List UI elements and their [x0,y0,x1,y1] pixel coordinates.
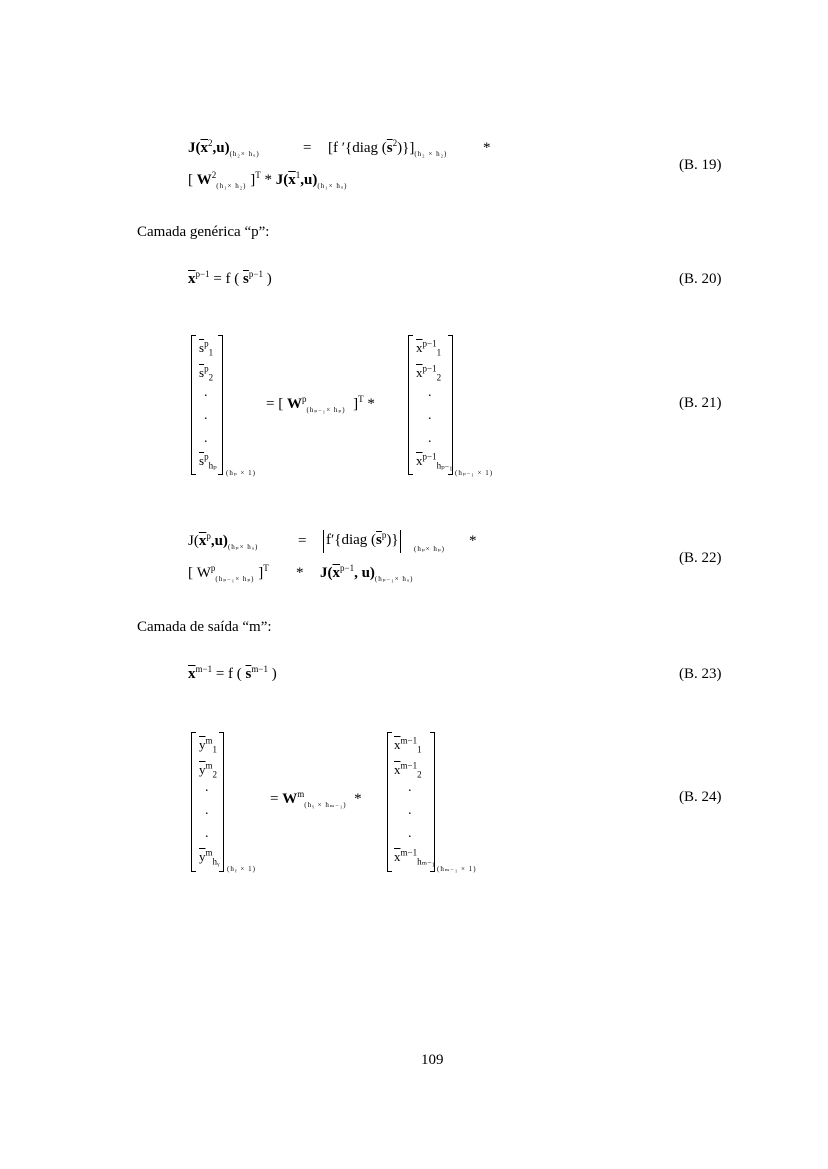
eq19-line2 [188,172,347,189]
eq21-transpose: T [358,394,364,404]
eq19-equals: = [303,140,312,156]
eq24-rhs-dim: (hₘ₋₁ × 1) [437,865,477,873]
eq24-rhs-item-last [394,849,435,865]
eq19-lhs-fn: J( [188,140,201,156]
eq22-w-sub: (hₚ₋₁× hₚ) [215,575,255,583]
eq19-open: [ [188,172,193,188]
eq19-w: W [196,172,212,188]
eq21-rhs-item-2 [416,365,441,381]
eq19-rhs [328,140,447,157]
eq19-x: $\overline{x}$ [288,172,296,188]
eq22-s-sup: p [381,530,387,540]
eq22-u2: , u) [354,565,375,581]
eq23-close: ) [271,666,277,682]
eq21-mid-eq: = [ [266,396,284,412]
eq24-rhs-item-last-sup: m−1 [400,847,418,858]
eq19-j-sub: (h₁× hᵤ) [317,182,348,190]
eq19-close: ] [250,172,256,188]
eq24-lhs-dot-2: . [205,803,209,818]
eq24-lhs-dot-1: . [205,780,209,795]
eq19-line1 [188,140,260,157]
eq21-lhs-item-1 [199,340,213,356]
eq20-x-sup: p−1 [195,269,210,279]
eq20-x: $\overline{x}$ [188,271,196,287]
eq23-x: $\overline{x}$ [188,666,196,682]
eq21-rhs-bracket-left [408,335,413,475]
eq24-rhs-bracket-left [387,732,392,872]
eq21-lhs-item-2-sub: 2 [208,372,214,383]
eq19-lhs-x-sup: 2 [208,138,213,148]
eq22-star: * [296,565,304,581]
eq19-w-sup: 2 [211,170,217,180]
eq24-lhs-item-1-sub: 1 [212,744,218,755]
eq19-j: J( [275,172,289,188]
eq21-rhs-item-1 [416,340,441,356]
eq21-lhs-item-1-sub: 1 [208,347,214,358]
eq22-s: $\overline{s}$ [376,532,382,548]
eq21-rhs-item-last-sup: p−1 [422,451,437,462]
eq22-u: ,u) [210,533,228,549]
eq19-u: ,u) [300,172,318,188]
eq22-x2: $\overline{x}$ [332,565,340,581]
eq23-body [188,666,277,683]
eq19-star: * [264,172,272,188]
eq24-rhs-dot-2: . [408,803,412,818]
eq21-rhs-item-2-sym: $\overline{x}$ [416,365,423,380]
eq21-lhs-dot-2: . [204,408,208,423]
eq20-s: $\overline{s}$ [243,271,249,287]
eq21-rhs-item-1-sub: 1 [436,347,442,358]
eq19-x-sup: 1 [295,170,301,180]
eq21-w: W [286,396,302,412]
eq24-lhs-item-2 [199,762,217,778]
eq19-w-sub: (h₁× h₂) [216,182,247,190]
eq22-abs-block [323,530,401,553]
eq21-w-sub: (hₚ₋₁× hₚ) [306,406,346,414]
eq22-line2 [188,565,269,582]
eq21-rhs-item-2-sup: p−1 [422,363,437,374]
eq22-op: * [469,533,477,549]
eq24-rhs-item-2 [394,762,422,778]
section-heading-generic-layer: Camada genérica “p”: [137,224,270,240]
eq20-s-sup: p−1 [248,269,263,279]
eq22-w-sup: p [210,563,216,573]
eq21-number: (B. 21) [679,395,722,411]
eq24-rhs-item-1-sub: 1 [417,744,422,755]
eq22-x: $\overline{x}$ [198,533,207,549]
eq19-rhs-close: )}] [397,140,415,156]
eq22-x-sup: p [206,531,211,541]
page-number: 109 [421,1052,444,1068]
eq24-rhs-item-1-sym: $\overline{x}$ [394,737,401,752]
eq21-lhs-item-last-sup: p [204,451,209,462]
eq21-lhs-item-last [199,453,217,469]
eq24-lhs-bracket-right [219,732,224,872]
eq20-number: (B. 20) [679,271,722,287]
eq23-number: (B. 23) [679,666,722,682]
eq24-lhs-item-2-sym: $\overline{y}$ [199,762,206,777]
eq24-w-sup: m [297,789,305,799]
eq22-rhs-sub: (hₚ× hₚ) [414,545,445,553]
section-heading-output-layer: Camada de saída “m”: [137,619,272,635]
eq19-op: * [483,140,491,156]
eq24-lhs-item-1-sym: $\overline{y}$ [199,737,206,752]
eq21-lhs-item-1-sym: $\overline{s}$ [199,340,205,355]
eq21-lhs-item-2-sym: $\overline{s}$ [199,365,205,380]
eq24-lhs-item-1 [199,737,217,753]
eq24-lhs-item-last-sup: m [205,847,213,858]
eq21-rhs-dot-1: . [428,385,432,400]
eq19-rhs-text: [f ′{diag ( [328,140,387,156]
eq24-lhs-item-2-sup: m [205,760,213,771]
eq24-rhs-dot-1: . [408,780,412,795]
eq21-rhs-item-last [416,453,453,469]
eq21-rhs-item-2-sub: 2 [436,372,442,383]
eq21-rhs-dim: (hₚ₋₁ × 1) [455,469,494,477]
eq21-rhs-item-1-sym: $\overline{x}$ [416,340,423,355]
eq21-rhs-item-last-sub: hₚ₋₁ [436,460,453,471]
eq23-s-sup: m−1 [251,664,268,674]
eq21-lhs-item-2 [199,365,213,381]
eq24-lhs-item-last [199,849,219,865]
eq22-open: [ [188,565,193,581]
eq22-number: (B. 22) [679,550,722,566]
eq23-rhs: = f ( [215,666,242,682]
eq21-lhs-dot-3: . [204,431,208,446]
eq24-rhs-item-last-sub: hₘ₋₁ [417,856,435,867]
eq22-close2: ] [258,565,264,581]
eq21-lhs-item-1-sup: p [204,338,209,349]
eq24-lhs-dim: (hᵧ × 1) [227,865,256,873]
eq24-lhs-item-last-sym: $\overline{y}$ [199,849,206,864]
eq24-rhs-item-2-sub: 2 [417,769,422,780]
eq22-rhs: f′{diag ( [326,532,377,548]
eq24-lhs-item-2-sub: 2 [212,769,218,780]
eq19-rhs-s: $\overline{s}$ [386,140,393,156]
eq22-close: )} [386,532,399,548]
eq21-lhs-bracket-left [191,335,196,475]
eq24-lhs-item-1-sup: m [205,735,213,746]
eq24-rhs-item-2-sym: $\overline{x}$ [394,762,401,777]
eq22-transpose: T [263,563,269,573]
eq21-star: * [367,396,375,412]
eq21-mid [266,396,375,413]
eq19-rhs-sub: (h₂ × h₂) [414,150,448,158]
eq21-lhs-item-last-sub: hₚ [208,460,217,471]
eq22-line2-j [320,565,414,582]
eq19-lhs-sub: (h₂× hᵤ) [229,150,260,158]
eq21-rhs-dot-3: . [428,431,432,446]
eq22-equals: = [298,533,307,549]
eq21-lhs-dim: (hₚ × 1) [226,469,256,477]
eq22-x2-sup: p−1 [340,563,355,573]
eq19-transpose: T [255,170,261,180]
eq21-lhs-item-last-sym: $\overline{s}$ [199,453,205,468]
eq21-lhs-bracket-right [218,335,223,475]
eq20-rhs: = f ( [213,271,240,287]
eq20-body [188,271,272,288]
eq24-star: * [354,791,362,807]
eq21-lhs-item-2-sup: p [204,363,209,374]
eq24-rhs-item-2-sup: m−1 [400,760,418,771]
eq24-mid [270,791,362,808]
eq24-rhs-item-1 [394,737,422,753]
eq21-close: ] [353,396,359,412]
eq21-rhs-item-1-sup: p−1 [422,338,437,349]
eq24-mid-eq: = [270,791,279,807]
eq24-lhs-dot-3: . [205,826,209,841]
eq24-lhs-bracket-left [191,732,196,872]
eq21-w-sup: p [301,394,307,404]
eq24-rhs-item-1-sup: m−1 [400,735,418,746]
eq24-rhs-dot-3: . [408,826,412,841]
eq24-rhs-item-last-sym: $\overline{x}$ [394,849,401,864]
eq23-s: $\overline{s}$ [245,666,252,682]
eq22-j2-sub: (hₚ₋₁× hᵤ) [374,575,414,583]
eq22-j: J( [188,533,199,549]
eq19-lhs-u: ,u) [212,140,230,156]
eq21-rhs-item-last-sym: $\overline{x}$ [416,453,423,468]
eq22-sub: (hₚ× hᵤ) [227,543,259,551]
eq21-lhs-dot-1: . [204,385,208,400]
eq19-lhs-x: $\overline{x}$ [200,140,208,156]
eq24-number: (B. 24) [679,789,722,805]
eq22-line1-lhs [188,533,258,550]
eq23-x-sup: m−1 [195,664,213,674]
eq21-rhs-dot-2: . [428,408,432,423]
eq24-lhs-item-last-sub: hᵧ [212,856,220,867]
eq19-number: (B. 19) [679,157,722,173]
eq24-w-sub: (hᵧ × hₘ₋₁) [304,801,347,809]
eq22-j2: J( [320,565,333,581]
eq22-w: W [196,565,211,581]
eq24-w: W [282,791,298,807]
eq20-close: ) [266,271,272,287]
eq19-rhs-s-sup: 2 [392,138,398,148]
